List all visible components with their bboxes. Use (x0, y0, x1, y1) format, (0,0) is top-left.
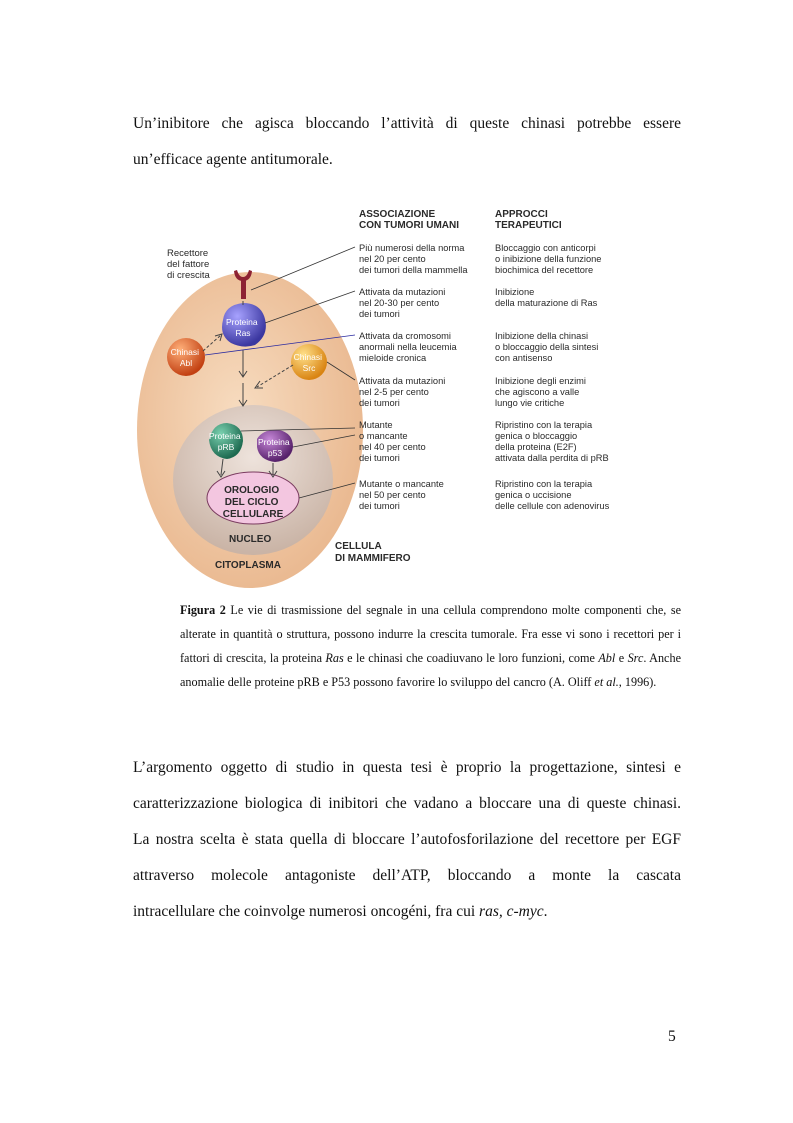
paragraph-thesis-line4: attraverso molecole antagoniste dell’ATP, bloccando a monte la cascata (133, 867, 681, 884)
paragraph-thesis-line2: caratterizzazione biologica di inibitori che vadano a bloccare una di queste chinasi. (133, 795, 681, 812)
cell-label: CELLULA DI MAMMIFERO (335, 541, 411, 564)
associations-column (359, 243, 468, 511)
paragraph-thesis-line5: intracellulare che coinvolge numerosi oncogéni, fra cui ras, c-myc. (133, 903, 548, 920)
therapy-6: Ripristino con la terapia genica o uccisione delle cellule con adenovirus (495, 479, 610, 511)
signal-pathway-figure (133, 195, 653, 590)
association-1: Più numerosi della norma nel 20 per cento dei tumori della mammella (359, 243, 468, 275)
therapies-column (495, 243, 610, 511)
therapy-1: Bloccaggio con anticorpi o inibizione della funzione biochimica del recettore (495, 243, 602, 275)
header-associations: ASSOCIAZIONE CON TUMORI UMANI (359, 209, 459, 231)
cytoplasm-label: CITOPLASMA (215, 560, 281, 571)
src-label: Chinasi Src (293, 352, 322, 373)
therapy-4: Inibizione degli enzimi che agiscono a valle lungo vie critiche (495, 376, 586, 408)
page-number: 5 (668, 1028, 676, 1045)
paragraph-thesis (133, 750, 681, 930)
association-2: Attivata da mutazioni nel 20-30 per cento dei tumori (359, 287, 446, 319)
caption-label: Figura 2 (180, 603, 226, 617)
association-4: Attivata da mutazioni nel 2-5 per cento dei tumori (359, 376, 446, 408)
prb-label: Proteina pRB (208, 431, 241, 452)
p53-label: Proteina p53 (257, 437, 290, 458)
therapy-2: Inibizione della maturazione di Ras (495, 287, 598, 308)
paragraph-intro (133, 106, 681, 178)
src-kinase-icon (291, 344, 327, 380)
paragraph-intro-line1: Un’inibitore che agisca bloccando l’attività di queste chinasi potrebbe essere (133, 115, 681, 132)
abl-kinase-icon (167, 338, 205, 376)
nucleus-label: NUCLEO (229, 534, 272, 545)
figure-caption: Figura 2 Le vie di trasmissione del segnale in una cellula comprendono molte componenti che, se alterate in quantità o struttura, possono indurre la crescita tumorale. Fra esse vi sono i recettori per i fattori di crescita, la proteina Ras e le chinasi che coadiuvano le loro funzioni, come Abl e Src. Anche anomalie delle proteine pRB e P53 possono favorire lo sviluppo del cancro (A. Oliff et al., 1996). (180, 603, 681, 689)
association-5: Mutante o mancante nel 40 per cento dei tumori (359, 420, 426, 463)
ras-label: Proteina Ras (225, 317, 258, 338)
clock-label: OROLOGIO DEL CICLO CELLULARE (222, 485, 284, 520)
header-therapies: APPROCCI TERAPEUTICI (495, 209, 562, 231)
association-6: Mutante o mancante nel 50 per cento dei tumori (359, 479, 444, 511)
paragraph-thesis-line3: La nostra scelta è stata quella di bloccare l’autofosforilazione del recettore per EGF (133, 831, 681, 848)
therapy-3: Inibizione della chinasi o bloccaggio della sintesi con antisenso (495, 331, 599, 363)
receptor-label: Recettore del fattore di crescita (167, 248, 210, 281)
paragraph-intro-line2: un’efficace agente antitumorale. (133, 151, 333, 168)
paragraph-thesis-line1: L’argomento oggetto di studio in questa tesi è proprio la progettazione, sintesi e (133, 759, 681, 776)
association-3: Attivata da cromosomi anormali nella leucemia mieloide cronica (359, 331, 457, 363)
abl-label: Chinasi Abl (170, 347, 199, 368)
therapy-5: Ripristino con la terapia genica o bloccaggio della proteina (E2F) attivata dalla perdita di pRB (495, 420, 609, 463)
